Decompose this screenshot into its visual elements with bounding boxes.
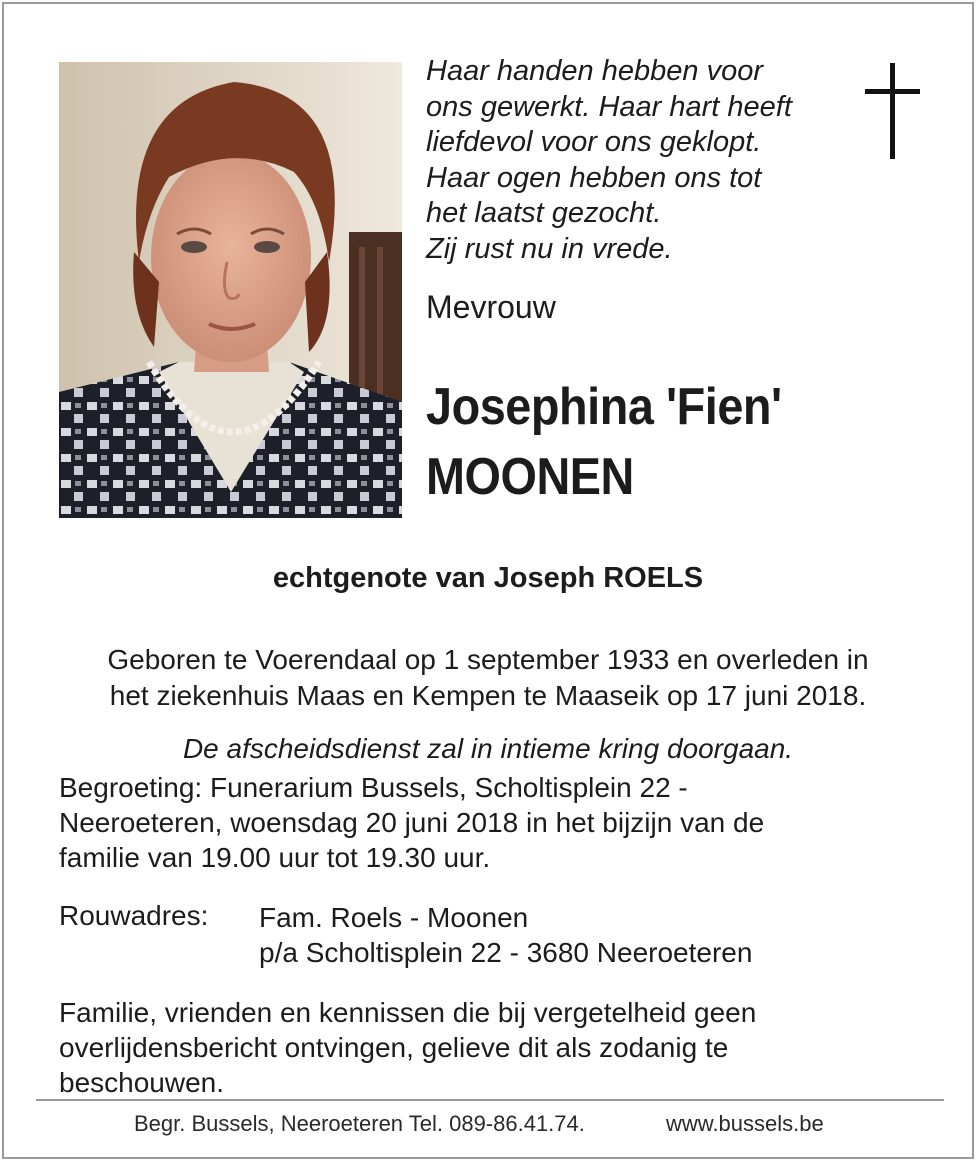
poem-line: Haar handen hebben voor: [426, 55, 763, 87]
deceased-name: [426, 372, 782, 512]
service-note: De afscheidsdienst zal in intieme kring doorgaan.: [182, 733, 794, 764]
website-link[interactable]: www.bussels.be: [666, 1111, 824, 1136]
visitation-text: [59, 770, 764, 875]
footer-divider: [36, 1099, 944, 1101]
visitation-line: Begroeting: Funerarium Bussels, Scholtisplein 22 -: [59, 772, 688, 803]
notice-line: overlijdensbericht ontvingen, gelieve dit als zodanig te: [59, 1032, 729, 1063]
address-line: Fam. Roels - Moonen: [259, 902, 529, 933]
poem-line: Haar ogen hebben ons tot: [426, 161, 762, 194]
address-label: Rouwadres:: [59, 900, 209, 931]
mourning-address: [259, 900, 752, 970]
birth-death-line: Geboren te Voerendaal op 1 september 1933 en overleden in: [107, 644, 869, 675]
deceased-last-name: MOONEN: [426, 448, 634, 506]
honorific: Mevrouw: [426, 289, 556, 325]
birth-death-text: [0, 642, 976, 714]
address-line: p/a Scholtisplein 22 - 3680 Neeroeteren: [259, 937, 753, 968]
notice-text: [59, 995, 756, 1100]
poem-line: Zij rust nu in vrede.: [426, 232, 673, 265]
funeral-home-contact: Begr. Bussels, Neeroeteren Tel. 089-86.41.74.: [134, 1111, 585, 1136]
latin-cross-icon: [863, 63, 923, 159]
visitation-line: Neeroeteren, woensdag 20 juni 2018 in het bijzijn van de: [59, 807, 765, 838]
spouse-line: echtgenote van Joseph ROELS: [272, 562, 704, 594]
poem-line: liefdevol voor ons geklopt.: [426, 126, 762, 158]
poem-line: ons gewerkt. Haar hart heeft: [426, 90, 792, 123]
visitation-line: familie van 19.00 uur tot 19.30 uur.: [59, 842, 491, 873]
birth-death-line: het ziekenhuis Maas en Kempen te Maaseik op 17 juni 2018.: [109, 680, 867, 711]
poem-line: het laatst gezocht.: [426, 197, 662, 229]
notice-line: Familie, vrienden en kennissen die bij vergetelheid geen: [59, 997, 757, 1028]
memorial-poem: [426, 54, 792, 267]
portrait-photo: [59, 62, 402, 518]
notice-line: beschouwen.: [59, 1067, 225, 1098]
deceased-first-name: Josephina 'Fien': [426, 378, 782, 436]
